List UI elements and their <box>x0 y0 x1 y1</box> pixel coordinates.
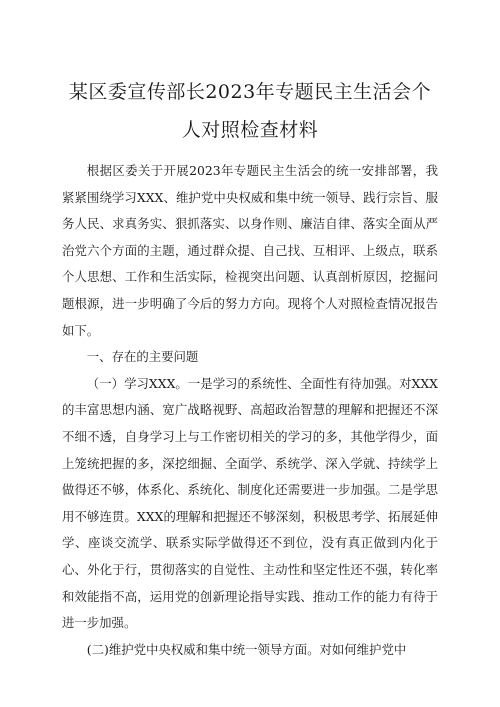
subsection-authority-paragraph: (二)维护党中央权威和集中统一领导方面。对如何维护党中 <box>86 641 407 657</box>
intro-paragraph: 根据区委关于开展2023年专题民主生活会的统一安排部署，我紧紧围绕学习XXX、维护党中央权威和集中统一领导、践行宗旨、服务人民、求真务实、狠抓落实、以身作则、廉洁自律、落实全面从严治党六个方面的主题，通过群众提、自己找、互相评、上级点，联系个人思想、工作和生活实际，检视突出问题、认真剖析原因，挖掘问题根源，进一步明确了今后的努力方向。现将个人对照检查情况报告如下。 <box>62 163 438 338</box>
document-title-line-1: 某区委宣传部长2023年专题民主生活会个 <box>68 81 432 103</box>
document-title-line-2: 人对照检查材料 <box>181 119 319 141</box>
section-heading-main-problems: 一、存在的主要问题 <box>86 349 199 365</box>
document-body <box>62 158 438 663</box>
subsection-study-paragraph: （一）学习XXX。一是学习的系统性、全面性有待加强。对XXX的丰富思想内涵、宽广战略视野、高超政治智慧的理解和把握还不深不细不透，自身学习上与工作密切相关的学习的多，其他学得少，面上笼统把握的多，深挖细掘、全面学、系统学、深入学就、持续学上做得还不够，体系化、系统化、制度化还需要进一步加强。二是学思用不够连贯。XXX的理解和把握还不够深刻，积极思考学、拓展延伸学、座谈交流学、联系实际学做得还不到位，没有真正做到内化于心、外化于行，贯彻落实的自觉性、主动性和坚定性还不强，转化率和效能指不高，运用党的创新理论指导实践、推动工作的能力有待于进一步加强。 <box>62 375 438 631</box>
